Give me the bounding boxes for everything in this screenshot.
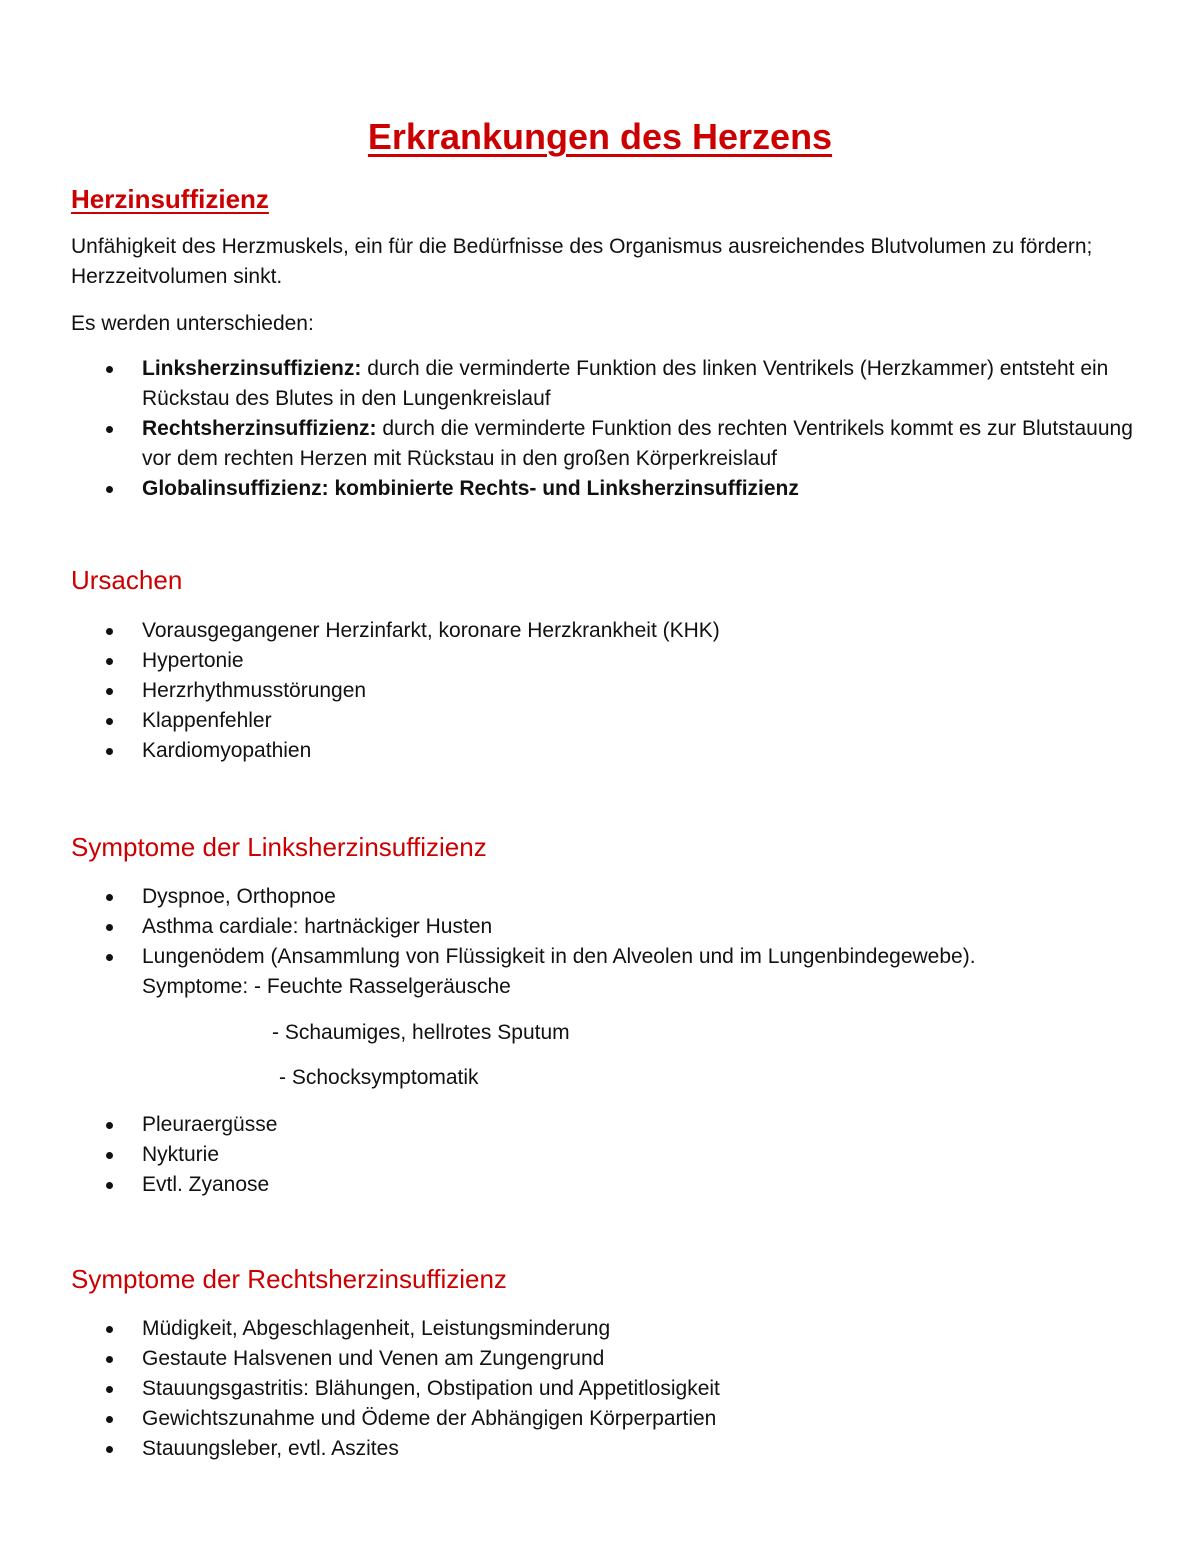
list-item bbox=[0, 354, 1140, 414]
list-item: Stauungsgastritis: Blähungen, Obstipation und Appetitlosigkeit bbox=[0, 1374, 1140, 1404]
list-item bbox=[0, 474, 1140, 504]
term-description: durch die verminderte Funktion des linken Ventrikels (Herzkammer) entsteht ein Rückstau des Blutes in den Lungenkreislauf bbox=[142, 357, 1109, 410]
heading-right-symptoms: Symptome der Rechtsherzinsuffizienz bbox=[71, 1264, 507, 1294]
list-item: Müdigkeit, Abgeschlagenheit, Leistungsminderung bbox=[0, 1314, 1140, 1344]
list-item: Vorausgegangener Herzinfarkt, koronare Herzkrankheit (KHK) bbox=[0, 616, 1140, 646]
causes-list bbox=[0, 616, 1140, 766]
list-item: Asthma cardiale: hartnäckiger Husten bbox=[0, 912, 1140, 942]
list-item: Gestaute Halsvenen und Venen am Zungengrund bbox=[0, 1344, 1140, 1374]
list-item: Klappenfehler bbox=[0, 706, 1140, 736]
list-item: Nykturie bbox=[0, 1140, 1140, 1170]
heading-herzinsuffizienz: Herzinsuffizienz bbox=[71, 184, 269, 214]
left-symptoms-list-b bbox=[0, 1110, 1140, 1200]
left-symptoms-list-a bbox=[0, 882, 1140, 1002]
insufficiency-types-list bbox=[0, 354, 1140, 504]
list-item bbox=[0, 414, 1140, 474]
list-item: Pleuraergüsse bbox=[0, 1110, 1140, 1140]
list-item: Gewichtszunahme und Ödeme der Abhängigen Körperpartien bbox=[0, 1404, 1140, 1434]
intro-paragraph: Es werden unterschieden: bbox=[71, 312, 314, 335]
heading-left-symptoms: Symptome der Linksherzinsuffizienz bbox=[71, 832, 487, 862]
heading-ursachen: Ursachen bbox=[71, 565, 183, 595]
list-item: Hypertonie bbox=[0, 646, 1140, 676]
list-item: Dyspnoe, Orthopnoe bbox=[0, 882, 1140, 912]
sub-symptom-schock: - Schocksymptomatik bbox=[279, 1066, 479, 1089]
sub-symptom-sputum: - Schaumiges, hellrotes Sputum bbox=[272, 1021, 570, 1044]
list-item: Stauungsleber, evtl. Aszites bbox=[0, 1434, 1140, 1464]
term-label: Globalinsuffizienz: kombinierte Rechts- und Linksherzinsuffizienz bbox=[142, 477, 799, 500]
lungenoedem-text: Lungenödem (Ansammlung von Flüssigkeit in den Alveolen und im Lungenbindegewebe). bbox=[142, 945, 976, 968]
page-title: Erkrankungen des Herzens bbox=[367, 116, 833, 157]
symptome-subline: Symptome: - Feuchte Rasselgeräusche bbox=[142, 975, 511, 998]
definition-paragraph: Unfähigkeit des Herzmuskels, ein für die Bedürfnisse des Organismus ausreichendes Blutvolumen zu fördern; Herzzeitvolumen sinkt. bbox=[71, 235, 1093, 288]
right-symptoms-list bbox=[0, 1314, 1140, 1464]
term-label: Rechtsherzinsuffizienz: bbox=[142, 417, 377, 440]
list-item: Evtl. Zyanose bbox=[0, 1170, 1140, 1200]
list-item: Herzrhythmusstörungen bbox=[0, 676, 1140, 706]
term-description: durch die verminderte Funktion des rechten Ventrikels kommt es zur Blutstauung vor dem rechten Herzen mit Rückstau in den großen Körperkreislauf bbox=[142, 417, 1133, 470]
list-item: Kardiomyopathien bbox=[0, 736, 1140, 766]
list-item bbox=[0, 942, 1140, 1002]
term-label: Linksherzinsuffizienz: bbox=[142, 357, 362, 380]
